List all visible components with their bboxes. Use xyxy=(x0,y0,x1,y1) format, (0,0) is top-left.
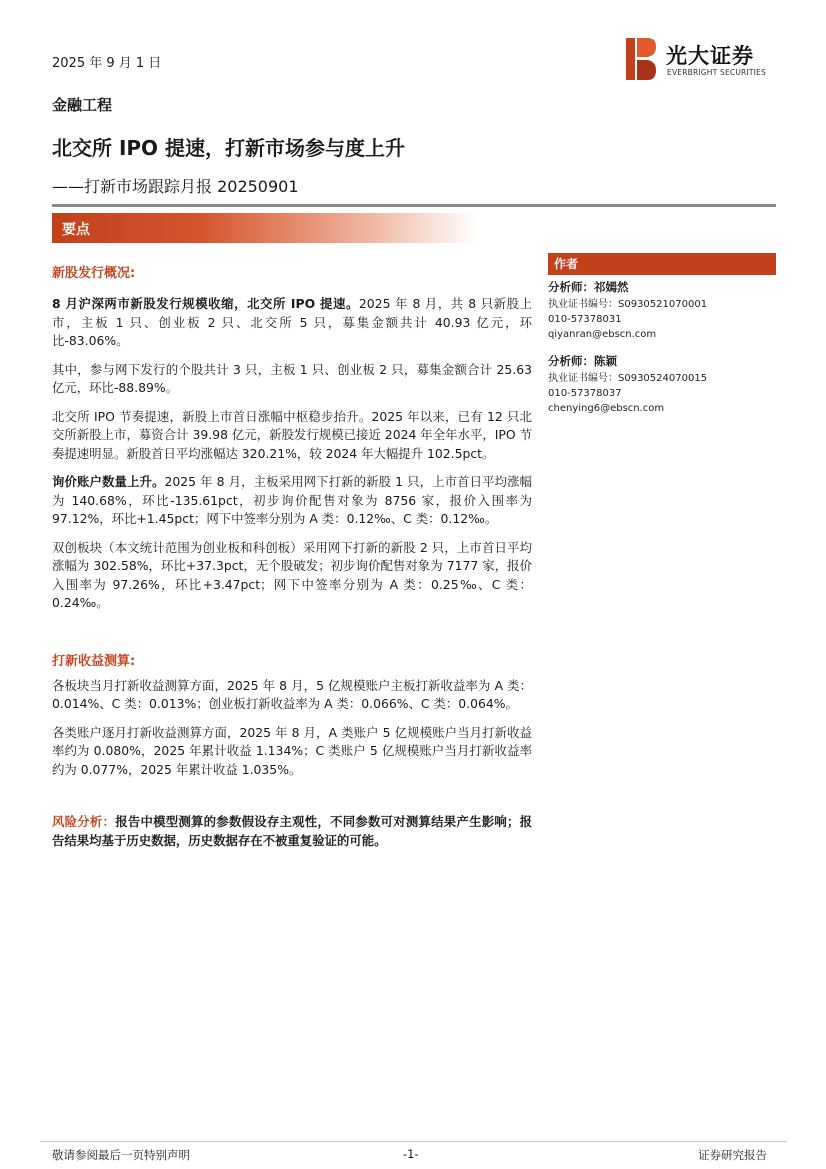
paragraph-dual-innovation: 双创板块（本文统计范围为创业板和科创板）采用网下打新的新股 2 只，上市首日平均涨幅为 302.58%，环比+37.3pct，无个股破发；初步询价配售对象为 7177 家，报价入围率为 97.26%，环比+3.47pct；网下中签率分别为 A 类：0.25‰、C 类：0.24‰。 xyxy=(52,539,532,610)
analyst-card xyxy=(548,353,776,416)
paragraph-inquiry-accounts xyxy=(52,473,532,529)
logo-english-name: EVERBRIGHT SECURITIES xyxy=(667,68,766,77)
everbright-logo-icon xyxy=(626,38,656,80)
analyst-email[interactable]: chenying6@ebscn.com xyxy=(548,403,665,414)
paragraph-lead: 询价账户数量上升。 xyxy=(52,474,165,489)
analyst-email[interactable]: qiyanran@ebscn.com xyxy=(548,329,657,340)
analyst-card xyxy=(548,279,776,342)
report-title: 北交所 IPO 提速，打新市场参与度上升 xyxy=(52,136,406,160)
section-heading-ipo-return: 打新收益测算: xyxy=(52,653,136,669)
footer-divider xyxy=(40,1141,786,1142)
footer-disclaimer: 敬请参阅最后一页特别声明 xyxy=(52,1148,190,1162)
analyst-cert: 执业证书编号：S0930524070015 xyxy=(548,373,708,384)
company-logo xyxy=(626,38,776,82)
logo-chinese-name: 光大证券 xyxy=(666,44,754,68)
main-content xyxy=(52,262,532,850)
analyst-cert: 执业证书编号：S0930521070001 xyxy=(548,299,708,310)
risk-label: 风险分析： xyxy=(52,814,116,829)
analyst-phone: 010-57378031 xyxy=(548,314,622,325)
report-category: 金融工程 xyxy=(52,96,113,114)
report-subtitle: ——打新市场跟踪月报 20250901 xyxy=(52,177,299,196)
keypoints-banner xyxy=(52,213,478,243)
paragraph-offline-issue: 其中，参与网下发行的个股共计 3 只，主板 1 只、创业板 2 只，募集金额合计 25.63 亿元，环比-88.89%。 xyxy=(52,361,532,395)
analyst-phone: 010-57378037 xyxy=(548,388,622,399)
authors-panel xyxy=(548,253,776,416)
paragraph-new-issue-summary xyxy=(52,295,532,351)
paragraph-lead: 8 月沪深两市新股发行规模收缩，北交所 IPO 提速。 xyxy=(52,296,359,311)
authors-header: 作者 xyxy=(548,253,776,275)
paragraph-account-returns: 各类账户逐月打新收益测算方面，2025 年 8 月，A 类账户 5 亿规模账户当月打新收益率约为 0.080%，2025 年累计收益 1.134%；C 类账户 5 亿规模账户当月打新收益率约为 0.077%，2025 年累计收益 1.035%。 xyxy=(52,724,532,777)
risk-text: 报告中模型测算的参数假设存主观性，不同参数可对测算结果产生影响；报告结果均基于历史数据，历史数据存在不被重复验证的可能。 xyxy=(52,814,533,848)
section-heading-new-issue: 新股发行概况: xyxy=(52,266,136,281)
analyst-name: 分析师：陈颖 xyxy=(548,354,617,368)
paragraph-body: 2025 年 8 月，共 8 只新股上市，主板 1 只、创业板 2 只、北交所 5 只，募集金额共计 40.93 亿元，环比-83.06%。 xyxy=(52,296,532,348)
analyst-name: 分析师：祁嫣然 xyxy=(548,280,629,294)
paragraph-board-returns: 各板块当月打新收益测算方面，2025 年 8 月，5 亿规模账户主板打新收益率为 A 类：0.014%、C 类：0.013%；创业板打新收益率为 A 类：0.066%、C 类：0.064%。 xyxy=(52,677,532,711)
risk-analysis xyxy=(52,813,532,850)
header-divider xyxy=(52,204,776,207)
paragraph-bse-ipo: 北交所 IPO 节奏提速，新股上市首日涨幅中枢稳步抬升。2025 年以来，已有 12 只北交所新股上市，募资合计 39.98 亿元，新股发行规模已接近 2024 年全年水平，IPO 节奏提速明显。新股首日平均涨幅达 320.21%，较 2024 年大幅提升 102.5pct。 xyxy=(52,408,532,461)
paragraph-body: 2025 年 8 月，主板采用网下打新的新股 1 只，上市首日平均涨幅为 140.68%，环比-135.61pct，初步询价配售对象为 8756 家，报价入围率为 97.12%，环比+1.45pct；网下中签率分别为 A 类：0.12‰、C 类：0.12‰。 xyxy=(52,474,532,526)
keypoints-label: 要点 xyxy=(62,222,90,238)
page-number: -1- xyxy=(403,1147,419,1161)
footer-report-type: 证券研究报告 xyxy=(698,1148,767,1162)
report-date: 2025 年 9 月 1 日 xyxy=(52,56,162,71)
